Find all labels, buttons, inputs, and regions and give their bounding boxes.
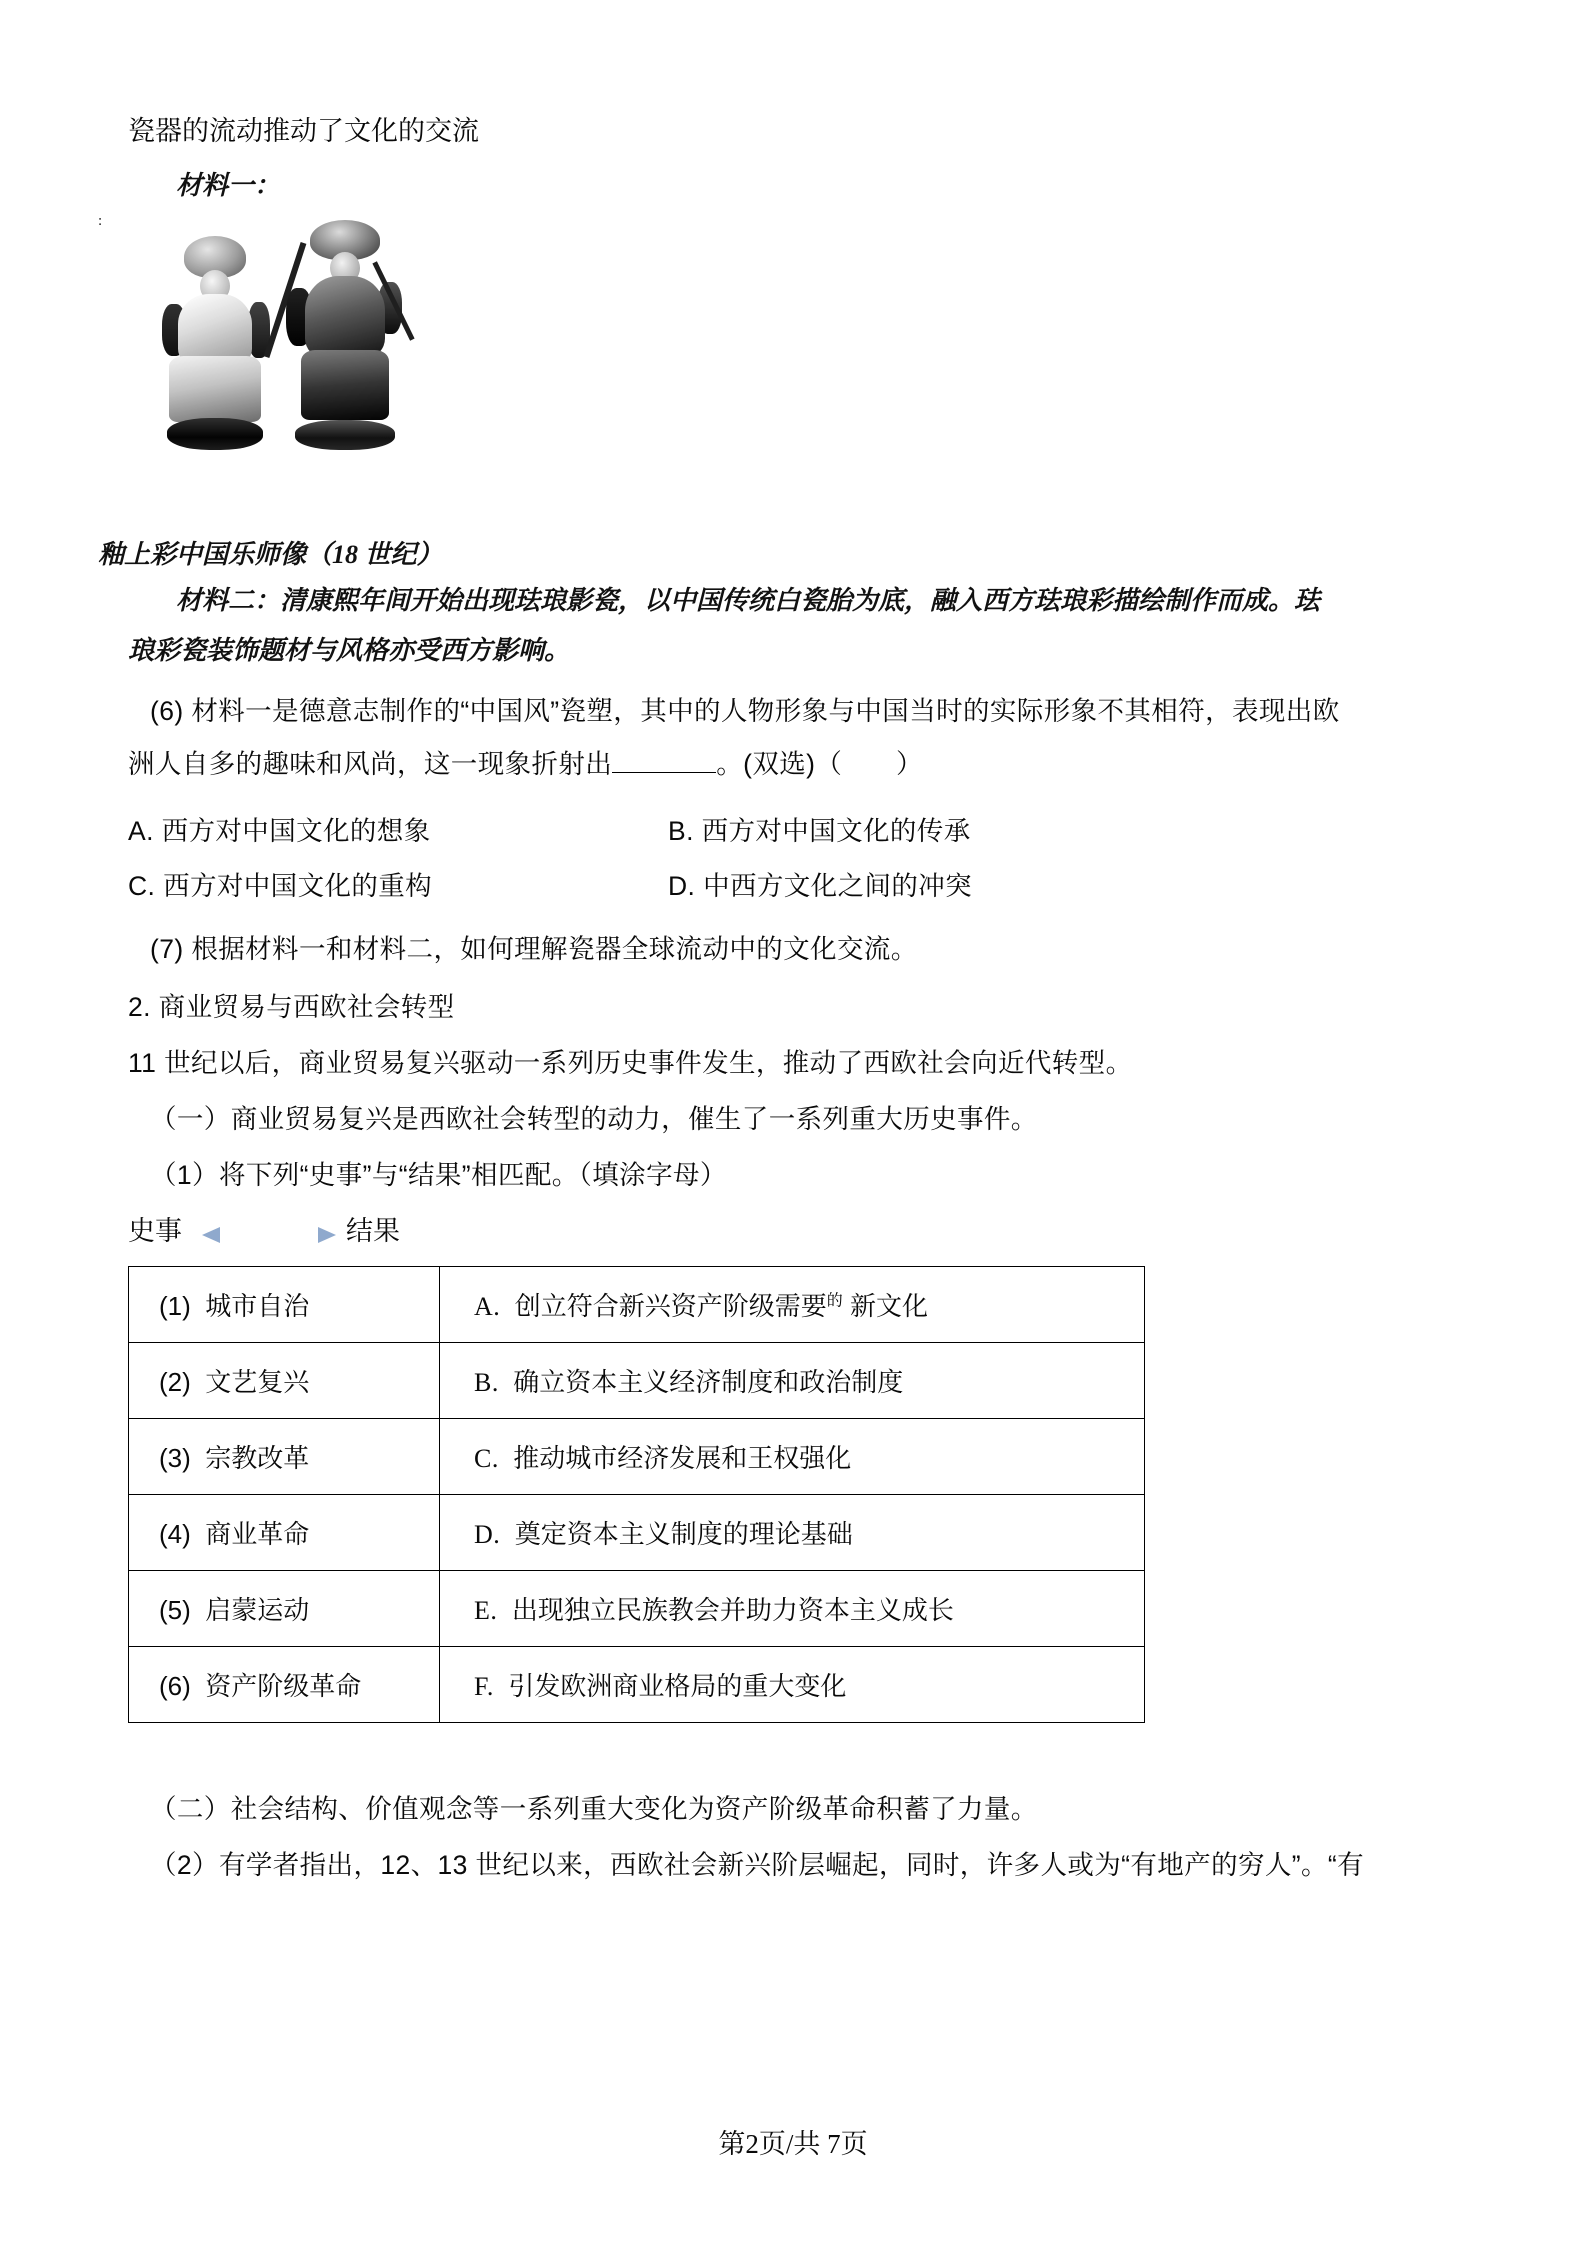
answer-blank-q6[interactable] bbox=[612, 772, 716, 773]
question-6-text2-after: 。(双选)（ ） bbox=[716, 748, 923, 779]
option-d-key: D. bbox=[668, 871, 696, 901]
option-b-key: B. bbox=[668, 816, 694, 846]
question-7-number: (7) bbox=[150, 934, 184, 964]
result-key: A. bbox=[474, 1292, 501, 1321]
event-number: (6) bbox=[159, 1671, 191, 1701]
event-label: 文艺复兴 bbox=[205, 1367, 310, 1397]
figurine-base-icon bbox=[167, 418, 263, 450]
result-text: 推动城市经济发展和王权强化 bbox=[513, 1443, 852, 1473]
event-label: 城市自治 bbox=[205, 1291, 310, 1321]
event-label: 资产阶级革命 bbox=[205, 1671, 362, 1701]
section-2-part-one: （一）商业贸易复兴是西欧社会转型的动力，催生了一系列重大历史事件。 bbox=[150, 1104, 1038, 1134]
double-headed-arrow-icon bbox=[200, 1222, 338, 1248]
question-6-block bbox=[128, 698, 1473, 777]
event-number: (1) bbox=[159, 1291, 191, 1321]
event-number: (4) bbox=[159, 1519, 191, 1549]
option-d[interactable] bbox=[668, 873, 972, 900]
event-number: (3) bbox=[159, 1443, 191, 1473]
table-cell-result[interactable] bbox=[440, 1267, 1145, 1343]
page-title: 瓷器的流动推动了文化的交流 bbox=[128, 116, 479, 146]
result-text: 奠定资本主义制度的理论基础 bbox=[514, 1519, 853, 1549]
material-one-label: 材料一： bbox=[176, 171, 281, 200]
section-2-intro: 11 世纪以后，商业贸易复兴驱动一系列历史事件发生，推动了西欧社会向近代转型。 bbox=[128, 1048, 1133, 1078]
section-2-task-1: （1）将下列“史事”与“结果”相匹配。（填涂字母） bbox=[150, 1160, 727, 1190]
option-a[interactable] bbox=[128, 818, 431, 845]
result-text-tail: 新文化 bbox=[842, 1291, 928, 1321]
option-d-text: 中西方文化之间的冲突 bbox=[703, 871, 973, 901]
option-a-key: A. bbox=[128, 816, 154, 846]
section-2-part-two: （二）社会结构、价值观念等一系列重大变化为资产阶级革命积蓄了力量。 bbox=[150, 1794, 1038, 1824]
table-row[interactable] bbox=[129, 1343, 1145, 1419]
label-jieguo: 结果 bbox=[346, 1216, 400, 1246]
result-text: 出现独立民族教会并助力资本主义成长 bbox=[511, 1595, 954, 1625]
option-c[interactable] bbox=[128, 873, 432, 900]
table-cell-event[interactable] bbox=[129, 1571, 440, 1647]
figurine-robe-icon bbox=[169, 356, 261, 422]
result-text: 创立符合新兴资产阶级需要 bbox=[514, 1291, 827, 1321]
figure-caption: 釉上彩中国乐师像（18 世纪） bbox=[98, 540, 443, 569]
porcelain-figurine-musician-icon bbox=[286, 218, 404, 450]
question-6-text1: 材料一是德意志制作的“中国风”瓷塑，其中的人物形象与中国当时的实际形象不其相符，表现出欧 bbox=[191, 696, 1340, 726]
matching-table-body bbox=[129, 1267, 1145, 1723]
material-two-line1 bbox=[128, 588, 1473, 614]
table-cell-event[interactable] bbox=[129, 1267, 440, 1343]
result-key: F. bbox=[474, 1672, 494, 1701]
table-row[interactable] bbox=[129, 1571, 1145, 1647]
table-cell-result[interactable] bbox=[440, 1343, 1145, 1419]
material-two-line2: 琅彩瓷装饰题材与风格亦受西方影响。 bbox=[128, 636, 571, 665]
result-text: 确立资本主义经济制度和政治制度 bbox=[513, 1367, 904, 1397]
event-number: (5) bbox=[159, 1595, 191, 1625]
event-number: (2) bbox=[159, 1367, 191, 1397]
figurine-torso-icon bbox=[305, 276, 385, 358]
event-label: 启蒙运动 bbox=[205, 1595, 310, 1625]
porcelain-figurine-lady-icon bbox=[160, 232, 270, 450]
question-7-block bbox=[128, 936, 918, 963]
table-cell-event[interactable] bbox=[129, 1419, 440, 1495]
question-6-text2-before: 洲人自多的趣味和风尚，这一现象折射出 bbox=[128, 748, 613, 779]
option-c-key: C. bbox=[128, 871, 156, 901]
section-2-heading bbox=[128, 994, 455, 1021]
table-cell-result[interactable] bbox=[440, 1495, 1145, 1571]
figurine-robe-icon bbox=[301, 350, 389, 420]
label-shishi: 史事 bbox=[128, 1216, 182, 1246]
result-key: E. bbox=[474, 1596, 498, 1625]
option-c-text: 西方对中国文化的重构 bbox=[163, 871, 433, 901]
table-row[interactable] bbox=[129, 1647, 1145, 1723]
matching-arrow-header bbox=[128, 1218, 548, 1254]
section-2-number: 2. bbox=[128, 992, 151, 1022]
table-cell-result[interactable] bbox=[440, 1419, 1145, 1495]
table-cell-event[interactable] bbox=[129, 1647, 440, 1723]
stray-colon-mark: : bbox=[98, 213, 103, 229]
material-one-figure bbox=[146, 200, 436, 450]
table-cell-result[interactable] bbox=[440, 1647, 1145, 1723]
option-b[interactable] bbox=[668, 818, 971, 845]
question-6-line2 bbox=[128, 748, 1473, 779]
table-row[interactable] bbox=[129, 1495, 1145, 1571]
result-superscript: 的 bbox=[826, 1292, 843, 1310]
event-label: 商业革命 bbox=[205, 1519, 310, 1549]
matching-table bbox=[128, 1266, 1145, 1723]
question-6-number: (6) bbox=[150, 696, 184, 726]
table-cell-event[interactable] bbox=[129, 1343, 440, 1419]
question-7-text: 根据材料一和材料二，如何理解瓷器全球流动中的文化交流。 bbox=[191, 934, 918, 964]
option-b-text: 西方对中国文化的传承 bbox=[701, 816, 971, 846]
option-a-text: 西方对中国文化的想象 bbox=[161, 816, 431, 846]
result-key: B. bbox=[474, 1368, 499, 1397]
table-cell-event[interactable] bbox=[129, 1495, 440, 1571]
figurine-base-icon bbox=[295, 420, 395, 450]
material-two-text1: 清康熙年间开始出现珐琅影瓷，以中国传统白瓷胎为底，融入西方珐琅彩描绘制作而成。珐 bbox=[280, 586, 1321, 615]
section-2-task-2: （2）有学者指出，12、13 世纪以来，西欧社会新兴阶层崛起，同时，许多人或为“有地产的穷人”。“有 bbox=[150, 1850, 1365, 1880]
question-6-line1 bbox=[128, 698, 1473, 725]
table-row[interactable] bbox=[129, 1419, 1145, 1495]
material-two-label: 材料二： bbox=[176, 586, 281, 615]
result-key: C. bbox=[474, 1444, 499, 1473]
table-row[interactable] bbox=[129, 1267, 1145, 1343]
result-text: 引发欧洲商业格局的重大变化 bbox=[508, 1671, 847, 1701]
result-key: D. bbox=[474, 1520, 501, 1549]
table-cell-result[interactable] bbox=[440, 1571, 1145, 1647]
page-footer: 第2页/共 7页 bbox=[718, 2129, 868, 2159]
section-2-title: 商业贸易与西欧社会转型 bbox=[158, 992, 455, 1022]
material-two-block bbox=[128, 588, 1473, 664]
event-label: 宗教改革 bbox=[205, 1443, 310, 1473]
